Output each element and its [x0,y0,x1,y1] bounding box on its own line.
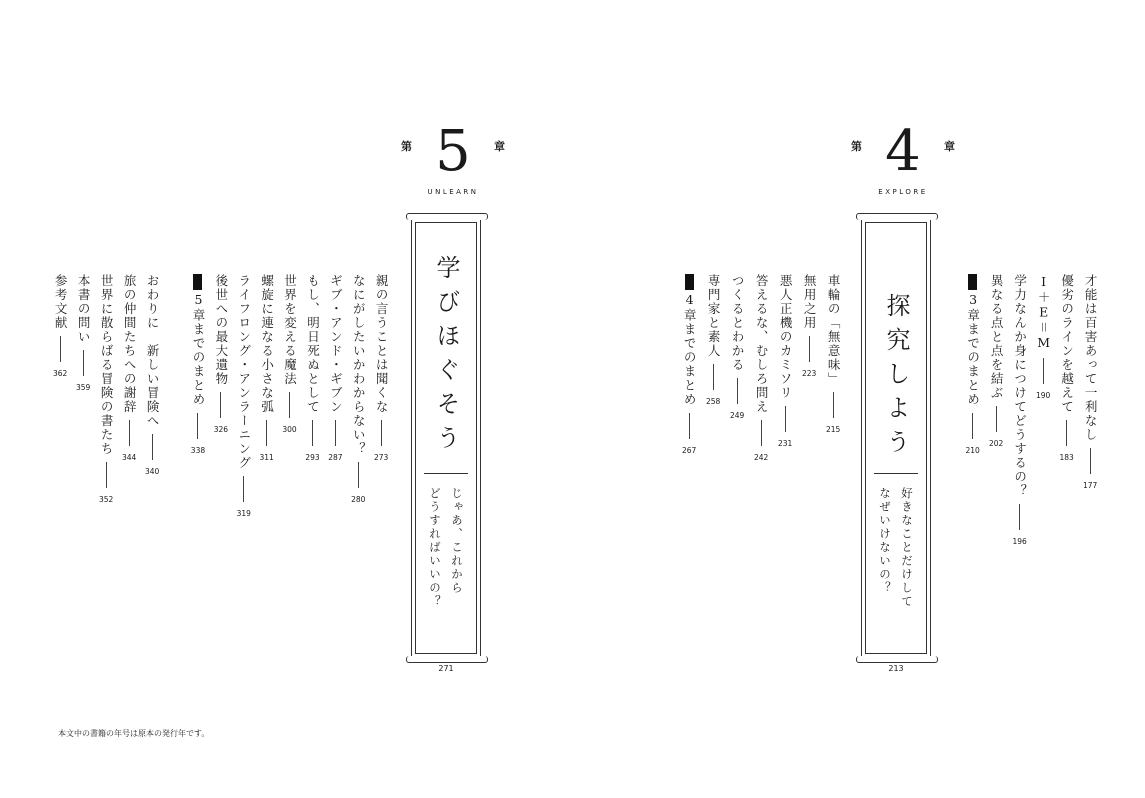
toc-item-title: つくるとわかる [730,274,746,372]
chapter4-dai: 第 [851,140,862,153]
toc-item [706,274,720,406]
toc-item-title: 異なる点と点を結ぶ [989,274,1005,400]
toc-item-title: 螺旋に連なる小さな弧 [259,274,275,414]
toc-item-title: 才能は百害あって一利なし [1083,274,1099,442]
toc-item-page: 177 [1083,481,1098,490]
chapter5-subtitle-line-2: どうすればいいの？ [428,487,442,609]
toc-item-title: 4章までのまとめ [682,292,698,407]
summary-marker [193,274,202,290]
toc-leader-line [266,420,267,446]
toc-item [730,274,744,420]
toc-item [191,274,205,454]
chapter4-subtitle-line-2: なぜいけないの？ [878,487,892,595]
toc-item-title: 優劣のラインを越えて [1059,274,1075,414]
toc-item-title: I＋E＝M [1036,274,1052,352]
toc-item-title: 本書の問い [76,274,92,344]
toc-leader-line [335,420,336,446]
toc-item [682,274,696,454]
toc-item-page: 215 [826,425,841,434]
toc-item [282,274,296,434]
chapter4-sho: 章 [944,140,955,153]
toc-item-page: 338 [190,445,206,455]
chapter5-number: 5 [435,119,471,184]
chapter5-start-page: 271 [438,664,454,673]
toc-item-page: 319 [236,509,251,518]
toc-item [237,274,251,518]
toc-item [260,274,274,462]
toc-item-title: 悪人正機のカミソリ [778,274,794,400]
toc-item-title: 後世への最大遺物 [213,274,229,386]
chapter4-english: EXPLORE [878,188,928,196]
toc-item-page: 202 [989,439,1004,448]
toc-item [754,274,768,462]
toc-leader-line [152,434,153,460]
toc-item [53,274,67,378]
toc-item [122,274,136,462]
chapter4-number: 4 [885,119,921,184]
toc-item-title: ライフロング・アンラーニング [236,274,252,470]
chapter4-subtitle-line-1: 好きなことだけして [900,487,914,609]
toc-item-page: 231 [778,439,793,448]
toc-item-page: 352 [99,495,114,504]
toc-item-page: 196 [1012,537,1027,546]
toc-item-title: 学力なんか身につけてどうするの？ [1012,274,1028,498]
toc-item-page: 280 [351,495,366,504]
chapter5-frame [411,218,481,658]
toc-leader-line [197,413,198,439]
toc-leader-line [833,392,834,418]
chapter5-subtitle-line-1: じゃあ、これから [450,487,464,595]
toc-item-page: 183 [1059,453,1074,462]
toc-leader-line [381,420,382,446]
chapter5-subtitle [424,487,468,609]
toc-leader-line [289,392,290,418]
toc-item-title: 車輪の「無意味」 [826,274,842,386]
chapter4-theme: 探究しよう [882,293,910,463]
chapter5-sho: 章 [494,140,505,153]
chapter5-english: UNLEARN [427,188,479,196]
toc-item [351,274,365,504]
chapter4-header [833,119,973,196]
toc-leader-line [809,336,810,362]
toc-item [145,274,159,476]
toc-item [778,274,792,448]
chapter5-theme: 学びほぐそう [432,255,460,459]
toc-item-page: 340 [145,467,160,476]
toc-item-title: おわりに 新しい冒険へ [145,274,161,428]
toc-leader-line [220,392,221,418]
toc-item-title: 専門家と素人 [706,274,722,358]
toc-leader-line [737,378,738,404]
toc-item [374,274,388,462]
chapter4-divider [874,473,918,474]
toc-item-title: 世界を変える魔法 [282,274,298,386]
toc-item [1013,274,1027,546]
toc-item-page: 344 [122,453,137,462]
toc-item-page: 287 [328,453,343,462]
chapter4-subtitle [874,487,918,609]
toc-item-title: もし、明日死ぬとして [305,274,321,414]
toc-leader-line [1066,420,1067,446]
toc-leader-line [1043,358,1044,384]
chapter5-divider [424,473,468,474]
toc-item-page: 362 [53,369,68,378]
toc-leader-line [106,462,107,488]
toc-leader-line [972,413,973,439]
toc-leader-line [312,420,313,446]
toc-item [1060,274,1074,462]
toc-item-title: 参考文献 [53,274,69,330]
toc-leader-line [713,364,714,390]
toc-item [1036,274,1050,399]
chapter5-dai: 第 [401,140,412,153]
toc-item [966,274,980,454]
toc-item-page: 258 [706,397,721,406]
chapter5-header [383,119,523,196]
toc-item [802,274,816,378]
toc-item-title: なにがしたいかわからない？ [351,274,367,456]
toc-item-page: 242 [754,453,769,462]
toc-item-title: 5章までのまとめ [190,292,206,407]
toc-item-title: 答えるな、むしろ問え [754,274,770,414]
toc-item [76,274,90,392]
toc-item [99,274,113,504]
toc-item [826,274,840,434]
toc-item-title: 旅の仲間たちへの謝辞 [122,274,138,414]
toc-leader-line [243,476,244,502]
toc-leader-line [358,462,359,488]
toc-item-page: 359 [76,383,91,392]
toc-item [214,274,228,434]
summary-marker [968,274,977,290]
toc-item-page: 190 [1036,390,1051,400]
toc-item-page: 223 [802,369,817,378]
chapter4-frame [861,218,931,658]
toc-item-page: 326 [213,425,229,434]
toc-leader-line [689,413,690,439]
toc-item-page: 293 [305,453,320,462]
toc-item [305,274,319,462]
toc-item [1083,274,1097,490]
chapter4-start-page: 213 [888,664,904,673]
toc-item-title: 3章までのまとめ [965,292,981,407]
toc-item-title: ギブ・アンド・ギブン [328,274,344,414]
toc-leader-line [996,406,997,432]
toc-leader-line [129,420,130,446]
toc-item-page: 249 [730,411,745,420]
toc-item-page: 210 [965,445,980,455]
toc-leader-line [1019,504,1020,530]
toc-leader-line [761,420,762,446]
toc-leader-line [60,336,61,362]
toc-item [989,274,1003,448]
toc-item-page: 273 [374,453,389,462]
toc-item-title: 無用之用 [802,274,818,330]
toc-item-page: 267 [682,445,697,455]
toc-item-page: 311 [259,453,274,462]
footnote: 本文中の書籍の年号は原本の発行年です。 [58,729,210,738]
toc-item [328,274,342,462]
toc-leader-line [785,406,786,432]
summary-marker [685,274,694,290]
toc-leader-line [83,350,84,376]
toc-item-title: 世界に散らばる冒険の書たち [99,274,115,456]
toc-item-page: 300 [282,425,297,434]
toc-item-title: 親の言うことは聞くな [374,274,390,414]
toc-leader-line [1090,448,1091,474]
